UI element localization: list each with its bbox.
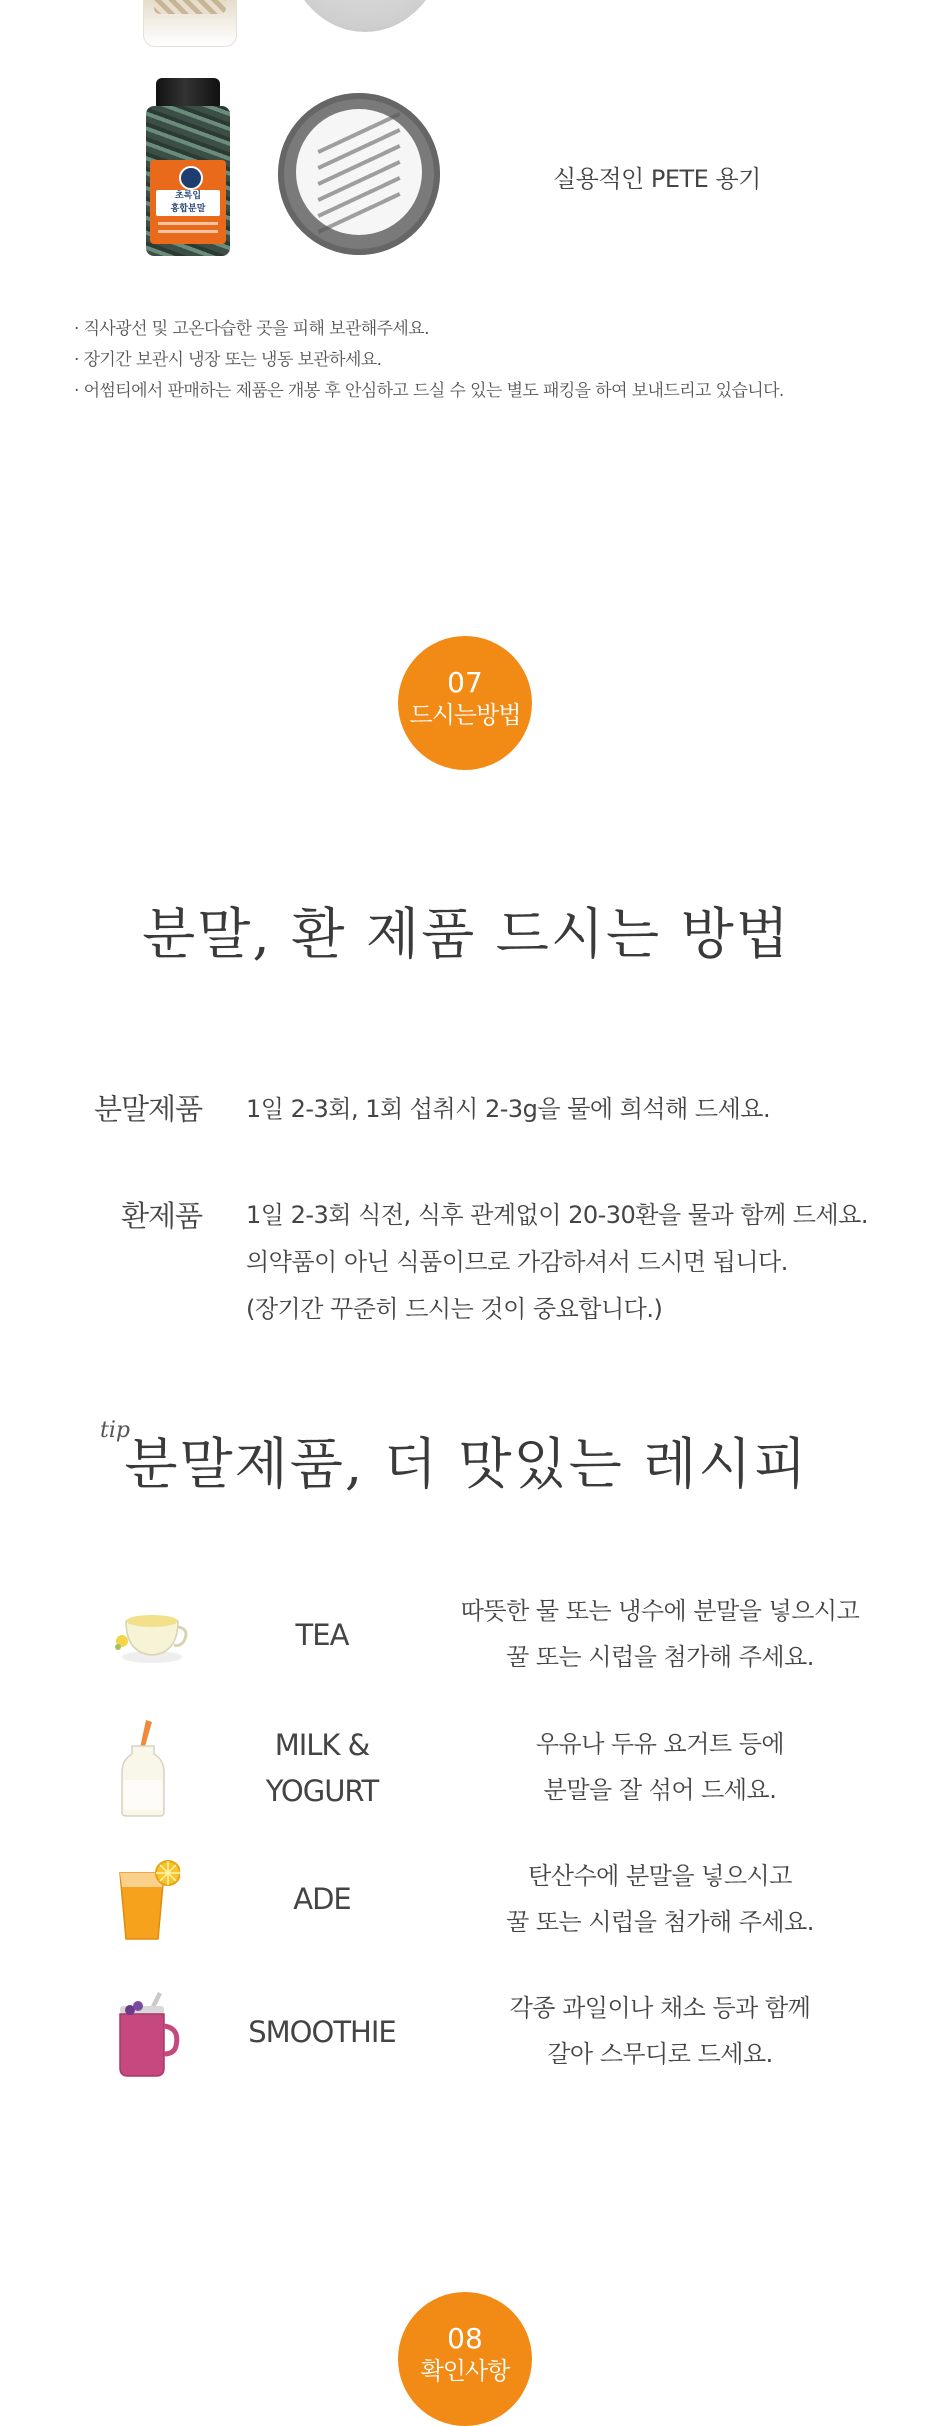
storage-note: · 직사광선 및 고온다습한 곳을 피해 보관해주세요.: [74, 319, 429, 339]
product-pouch-image: [143, 0, 237, 47]
section-label: 드시는방법: [409, 701, 521, 729]
method-text-powder: 1일 2-3회, 1회 섭취시 2-3g을 물에 희석해 드세요.: [246, 1095, 771, 1123]
storage-note: · 어썸티에서 판매하는 제품은 개봉 후 안심하고 드실 수 있는 별도 패킹을 하여 보내드리고 있습니다.: [74, 381, 784, 401]
tea-cup-icon: [112, 1603, 190, 1665]
tip-word: tip: [100, 1418, 130, 1443]
storage-note: · 장기간 보관시 냉장 또는 냉동 보관하세요.: [74, 350, 382, 370]
milk-bottle-icon: [116, 1720, 170, 1818]
jar-label-name: 초록입 홍합분말: [156, 190, 220, 216]
recipe-name-tea: TEA: [295, 1618, 349, 1652]
smoothie-jar-icon: [112, 1992, 182, 2078]
section-badge-08: [398, 2292, 532, 2426]
container-label: 실용적인 PETE 용기: [553, 165, 761, 193]
recipe-desc-milk-yogurt: 우유나 두유 요거트 등에 분말을 잘 섞어 드세요.: [535, 1730, 785, 1804]
section-number: 08: [447, 2322, 483, 2355]
product-jar-image: [146, 78, 230, 256]
ade-glass-icon: [114, 1857, 180, 1943]
method-label-pill: 환제품: [120, 1199, 202, 1233]
method-text-pill: 1일 2-3회 식전, 식후 관계없이 20-30환을 물과 함께 드세요. 의약품이 아닌 식품이므로 가감하셔서 드시면 됩니다. (장기간 꾸준히 드시는 것이 중요합니다.): [246, 1201, 868, 1323]
brand-logo-icon: [179, 166, 203, 190]
recipe-name-ade: ADE: [293, 1882, 351, 1916]
pete-seal-image: [278, 93, 440, 255]
section-number: 07: [447, 666, 483, 699]
section-label: 확인사항: [420, 2357, 510, 2385]
section-title: 분말, 환 제품 드시는 방법: [142, 902, 791, 966]
jar-cap-image: [285, 0, 445, 32]
recipes-title: 분말제품, 더 맛있는 레시피: [124, 1432, 809, 1496]
recipe-desc-tea: 따뜻한 물 또는 냉수에 분말을 넣으시고 꿀 또는 시럽을 첨가해 주세요.: [460, 1597, 860, 1671]
storage-notes: [74, 314, 784, 407]
section-badge-07: [398, 636, 532, 770]
recipe-name-smoothie: SMOOTHIE: [248, 2015, 396, 2049]
recipe-desc-ade: 탄산수에 분말을 넣으시고 꿀 또는 시럽을 첨가해 주세요.: [506, 1862, 814, 1936]
recipe-desc-smoothie: 각종 과일이나 채소 등과 함께 갈아 스무디로 드세요.: [509, 1994, 811, 2068]
method-label-powder: 분말제품: [93, 1092, 202, 1126]
recipe-name-milk-yogurt: MILK & YOGURT: [265, 1728, 379, 1808]
